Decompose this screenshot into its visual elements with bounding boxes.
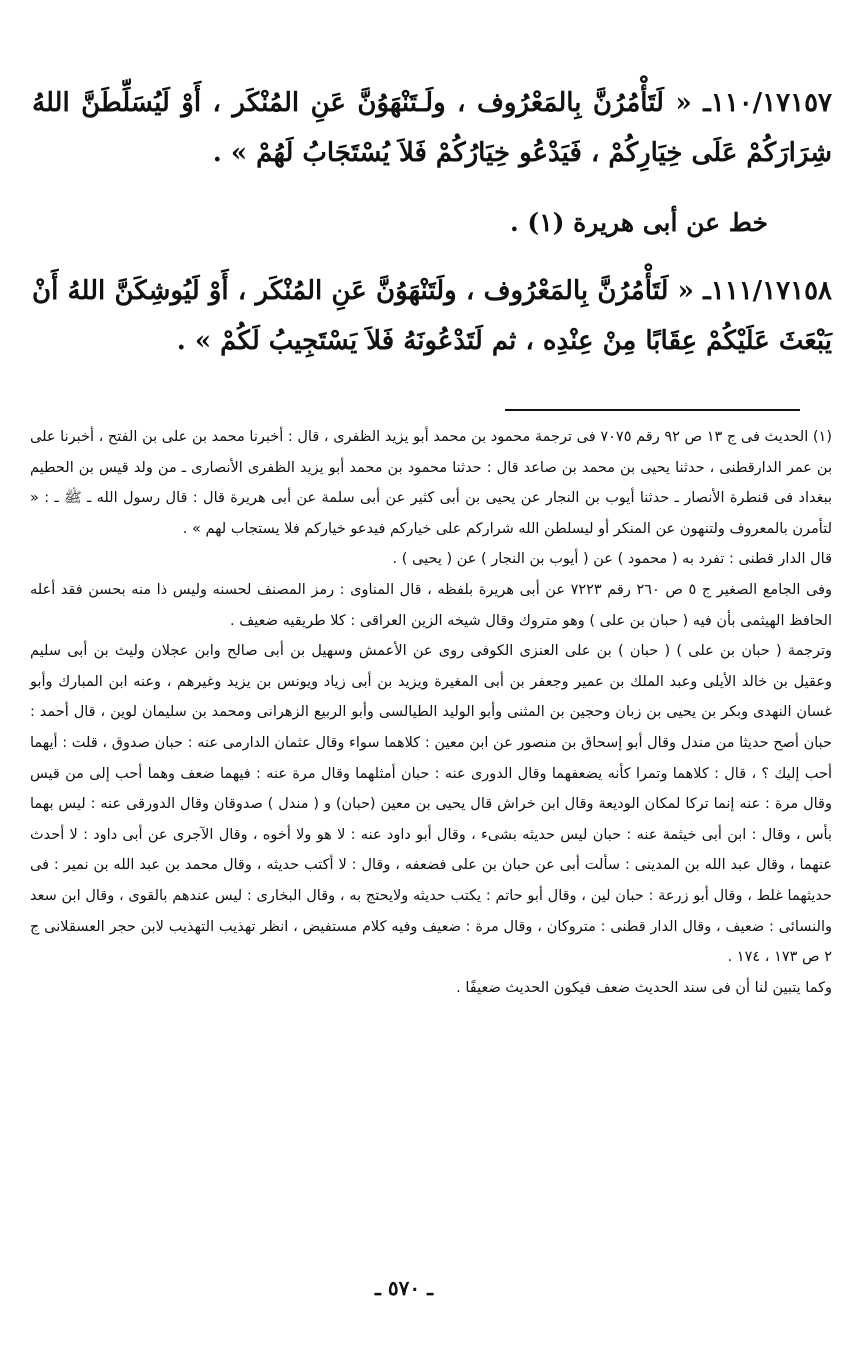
page-number: ـ ٥٧٠ ـ [375, 1276, 433, 1300]
footnote-paragraph-jami-saghir: وفى الجامع الصغير ج ٥ ص ٢٦٠ رقم ٧٢٢٣ عن أبى هريرة بلفظه ، قال المناوى : رمز المصنف لحسنه وليس ذا منه بحسن فقد أعله الحافظ الهيثمى بأن فيه ( حبان بن على ) وهو متروك وقال شيخه الزين العراقى : كلا طريقيه ضعيف . [30, 581, 832, 629]
hadith-17157: ١١٠/١٧١٥٧ـ « لَتَأْمُرُنَّ بِالمَعْرُوف ، ولَـتَنْهَوُنَّ عَنِ المُنْكَر ، أَوْ لَيُسَلِّطَنَّ اللهُ شِرَارَكُمْ عَلَى خِيَارِكُمْ ، فَيَدْعُو خِيَارُكُمْ فَلاَ يُسْتَجَابُ لَهُمْ » . [32, 88, 832, 168]
hadith-17158: ١١١/١٧١٥٨ـ « لَتَأْمُرُنَّ بِالمَعْرُوف ، ولَتَنْهَوُنَّ عَنِ المُنْكَر ، أَوْ لَيُوشِكَنَّ اللهُ أَنْ يَبْعَثَ عَلَيْكُمْ عِقَابًا مِنْ عِنْدِه ، ثم لَتَدْعُونَهُ فَلاَ يَسْتَجِيبُ لَكُمْ » . [32, 276, 832, 356]
footnote-paragraph-daraqutni: قال الدار قطنى : تفرد به ( محمود ) عن ( أيوب بن النجار ) عن ( يحيى ) . [392, 551, 832, 568]
footnote-section [30, 422, 832, 1003]
hadith-attribution: خط عن أبى هريرة (١) . [509, 208, 768, 237]
footnote-paragraph-conclusion: وكما يتبين لنا أن فى سند الحديث ضعف فيكون الحديث ضعيفًا . [456, 979, 832, 996]
footnote-paragraph-biography: وترجمة ( حبان بن على ) ( حبان ) بن على العنزى الكوفى روى عن الأعمش وسهيل بن أبى صالح وابن عجلان وليث بن أبى سليم وعقيل بن خالد الأيلى وعبد الملك بن عمير وجعفر بن أبى المغيرة ويزيد بن أبى زياد ويونس بن يزيد وغيرهم ، وعنه ابن المبارك وأبو غسان النهدى وبكر بن يحيى بن زبان وحجين بن المثنى وأبو الوليد الطيالسى وأبو الربيع الزهرانى ومحمد بن سليمان لوين ، قال أحمد : حبان أصح حديثا من مندل وقال أبو إسحاق بن منصور عن ابن معين : كلاهما سواء وقال عثمان الدارمى عنه : حبان صدوق ، قلت : أيهما أحب إليك ؟ ، قال : كلاهما وتمرا كأنه يضعفهما وقال الدورى عنه : حبان أمثلهما وقال مرة عنه : فيهما ضعف وهما أحب إلى من قيس وقال مرة : عنه إنما تركا لمكان الوديعة وقال ابن خراش قال يحيى بن معين (حبان) و ( مندل ) صدوقان وقال الدورقى عنه : ليس بهما بأس ، وقال : ابن أبى خيثمة عنه : حبان ليس حديثه بشىء ، وقال أبو داود عنه : لا هو ولا أخوه ، وقال الآجرى عن أبى داود : لا أحدث عنهما ، وقال عبد الله بن المدينى : سألت أبى عن حبان بن على فضعفه ، وقال : لا أكتب حديثه ، وقال محمد بن عبد الله بن نمير : فى حديثهما غلط ، وقال أبو زرعة : حبان لين ، وقال أبو حاتم : يكتب حديثه ولايحتج به ، وقال البخارى : ليس عندهم بالقوى ، وقال ابن سعد والنسائى : ضعيف ، وقال الدار قطنى : متروكان ، وقال مرة : ضعيف وفيه كلام مستفيض ، انظر تهذيب التهذيب لابن حجر العسقلانى ج ٢ ص ١٧٣ ، ١٧٤ . [30, 643, 832, 966]
footnote-paragraph-source: (١) الحديث فى ج ١٣ ص ٩٢ رقم ٧٠٧٥ فى ترجمة محمود بن محمد أبو يزيد الظفرى ، قال : أخبرنا محمد بن على بن الفتح ، أخبرنا على بن عمر الدارقطنى ، حدثنا يحيى بن محمد بن صاعد قال : حدثنا محمود بن محمد أبو يزيد الظفرى الأنصارى ـ من ولد قيس بن الحطيم ببغداد فى قنطرة الأنصار ـ حدثنا أيوب بن النجار عن يحيى بن أبى كثير عن أبى سلمة عن أبى هريرة قال : قال رسول الله ـ ﷺ ـ : « لتأمرن بالمعروف ولتنهون عن المنكر أو ليسلطن الله شراركم على خياركم فيدعو خياركم فلا يستجاب لهم » . [30, 429, 832, 537]
footnote-separator [505, 409, 800, 411]
